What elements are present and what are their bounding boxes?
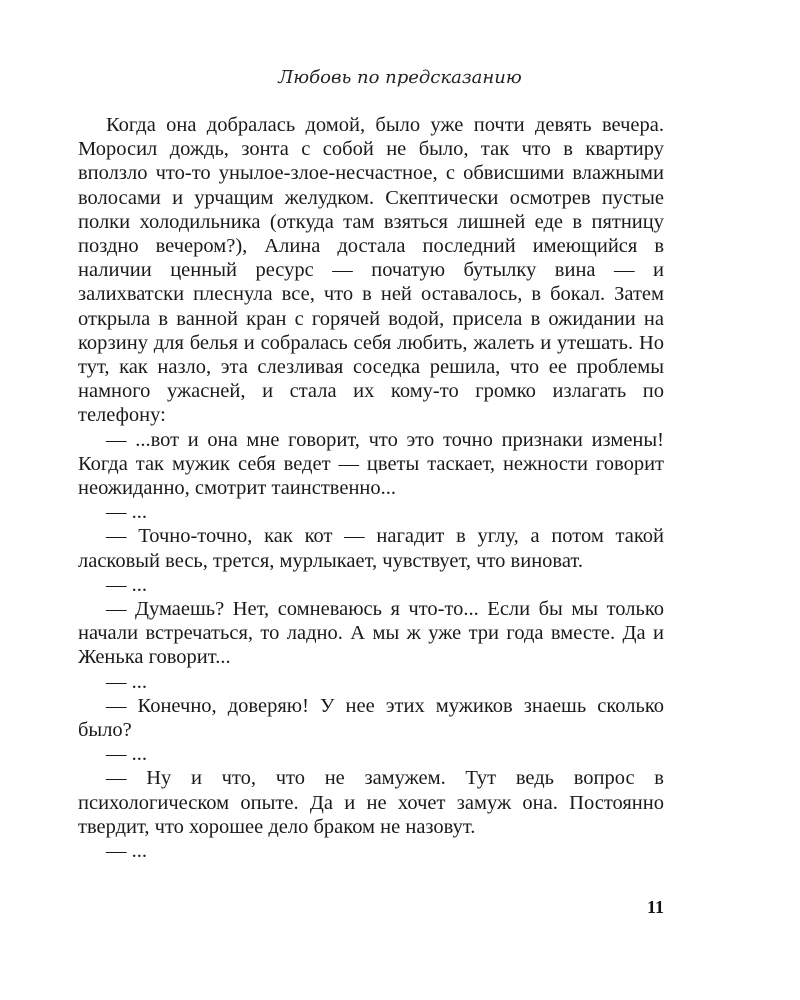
running-header: Любовь по предсказанию [278,67,522,88]
dialogue-line: — Думаешь? Нет, сомневаюсь я что-то... Если бы мы только начали встречаться, то ладно. А мы ж уже три года вместе. Да и Женька говорит... [78,598,664,669]
page-number: 11 [646,897,664,917]
dialogue-line: — Точно-точно, как кот — нагадит в углу, а потом такой ласковый весь, трется, мурлыкает, чувствует, что виноват. [78,525,664,572]
dialogue-line: — ... [106,743,147,766]
dialogue-line: — ... [106,501,147,524]
dialogue-line: — ...вот и она мне говорит, что это точно признаки измены! Когда так мужик себя ведет — цветы таскает, нежности говорит неожиданно, смотрит таинственно... [78,428,664,500]
dialogue-line: — ... [106,573,147,596]
dialogue-line: — ... [106,840,147,863]
dialogue-line: — ... [106,670,147,693]
dialogue-line: — Конечно, доверяю! У нее этих мужиков знаешь сколько было? [78,694,664,742]
paragraph: Когда она добралась домой, было уже почти девять вечера. Моросил дождь, зонта с собой не было, так что в квартиру вползло что-то унылое-злое-несчастное, с обвисшими влажными волосами и урчащим желудком. Скептически осмотрев пустые полки холодильника (откуда там взяться лишней еде в пятницу поздно вечером?), Алина достала последний имеющийся в наличии ценный ресурс — початую бутылку вина — и залихватски плеснула все, что в ней оставалось, в бокал. Затем открыла в ванной кран с горячей водой, присела в ожидании на корзину для белья и собралась себя любить, жалеть и утешать. Но тут, как назло, эта слезливая соседка решила, что ее проблемы намного ужасней, и стала их кому-то громко излагать по телефону: [78,114,664,427]
dialogue-line: — Ну и что, что не замужем. Тут ведь вопрос в психологическом опыте. Да и не хочет замуж она. Постоянно твердит, что хорошее дело браком не назовут. [78,767,664,838]
body-text [78,113,664,863]
